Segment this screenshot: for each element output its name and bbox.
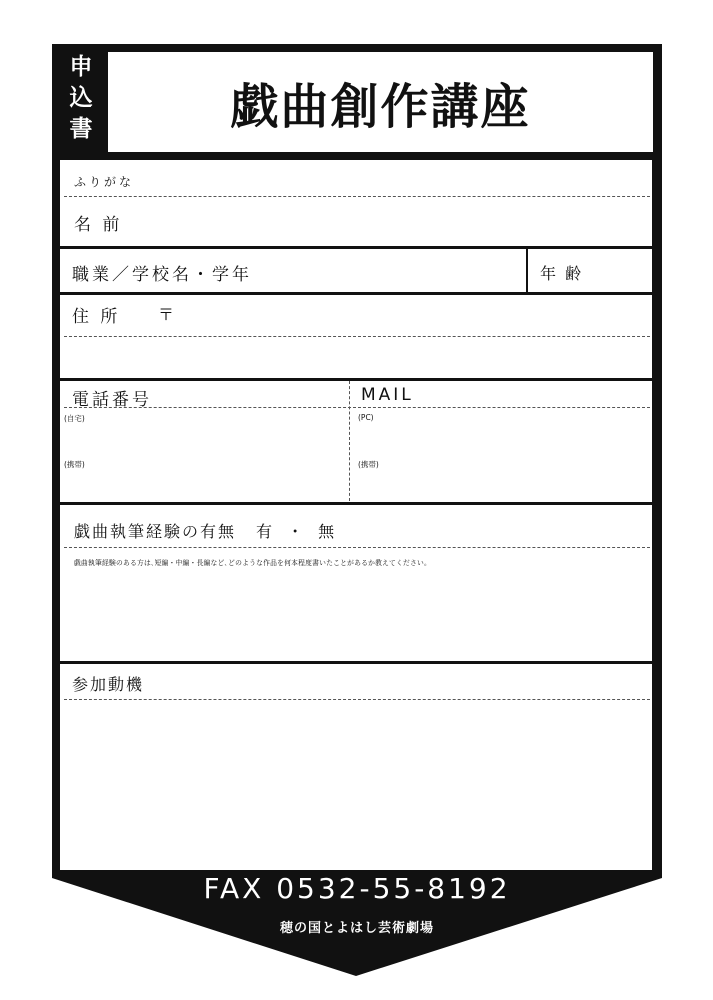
- title-box: [108, 52, 653, 152]
- experience-note: 戯曲執筆経験のある方は､短編・中編・長編など､どのような作品を何本程度書いたことがあるか教えてください。: [74, 559, 432, 567]
- section-divider: [60, 246, 652, 249]
- name-field[interactable]: 名 前: [74, 215, 123, 235]
- badge-char: 書: [69, 116, 93, 142]
- mail-label: MAIL: [361, 385, 414, 405]
- organization-name: 穂の国とよはし芸術劇場: [279, 921, 434, 936]
- motivation-field[interactable]: 参加動機: [72, 675, 145, 694]
- section-divider: [60, 661, 652, 664]
- phone-home-field[interactable]: (自宅): [64, 414, 85, 423]
- experience-options[interactable]: 有 ・ 無: [256, 522, 337, 541]
- page-title: 戯曲創作講座: [230, 78, 531, 135]
- phone-mail-divider: [349, 381, 350, 501]
- dashed-rule: [64, 547, 650, 548]
- fax-number: FAX 0532-55-8192: [203, 872, 511, 905]
- age-field[interactable]: 年 齢: [540, 264, 584, 283]
- postal-mark: 〒: [158, 305, 177, 324]
- mail-pc-field[interactable]: (PC): [358, 413, 374, 422]
- badge-char: 申: [69, 54, 93, 80]
- address-field[interactable]: 住 所: [72, 307, 121, 327]
- section-divider: [60, 292, 652, 295]
- section-divider: [60, 502, 652, 505]
- dashed-rule: [64, 699, 650, 700]
- section-divider: [60, 378, 652, 381]
- occupation-field[interactable]: 職業／学校名・学年: [72, 265, 252, 285]
- badge-char: 込: [69, 85, 93, 111]
- phone-label: 電話番号: [72, 390, 152, 410]
- dashed-rule: [64, 196, 650, 197]
- age-column-divider: [526, 247, 528, 293]
- furigana-label: ふりがな: [74, 175, 135, 189]
- experience-label: 戯曲執筆経験の有無: [74, 522, 237, 541]
- phone-mobile-field[interactable]: (携帯): [64, 460, 85, 469]
- mail-mobile-field[interactable]: (携帯): [358, 460, 379, 469]
- application-form-badge: [58, 52, 104, 152]
- dashed-rule: [64, 336, 650, 337]
